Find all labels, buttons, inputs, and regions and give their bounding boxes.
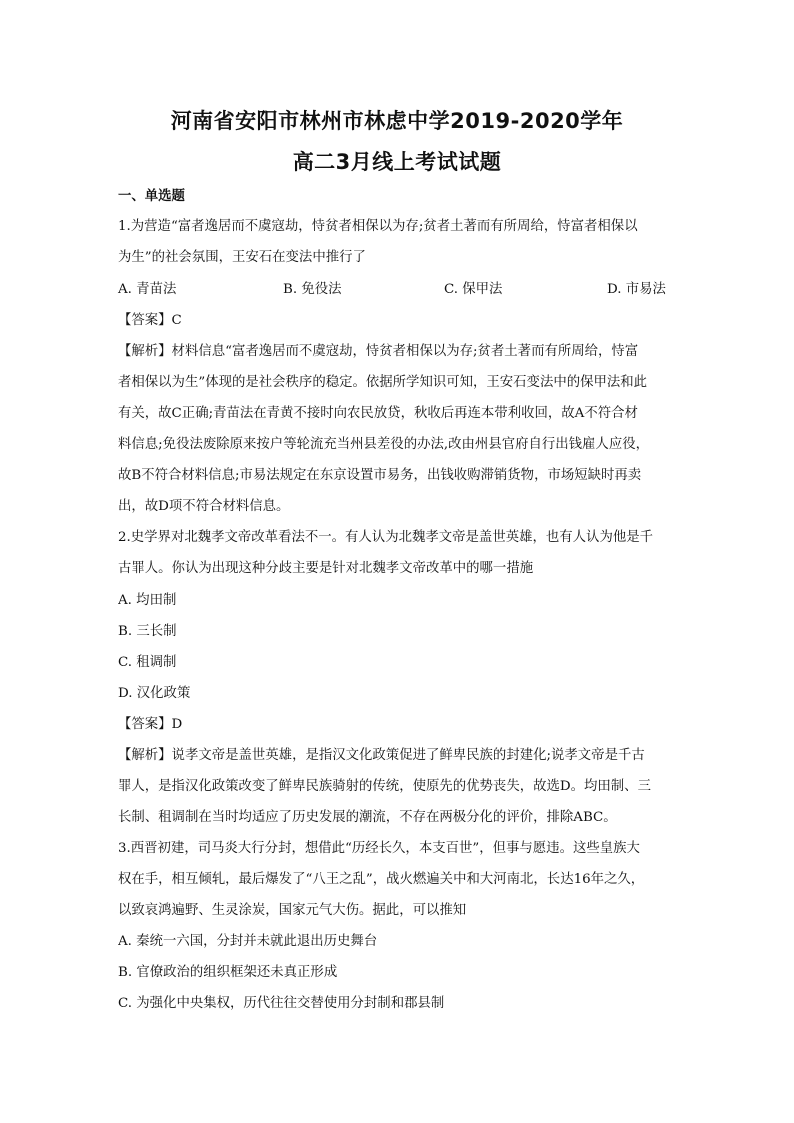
q2-stem-line1: 2.史学界对北魏孝文帝改革看法不一。有人认为北魏孝文帝是盖世英雄，也有人认为他是千 [118,530,654,545]
q1-analysis-line4: 料信息;免役法废除原来按户等轮流充当州县差役的办法,改由州县官府自行出钱雇人应役， [118,437,649,452]
q1-stem-line2: 为生”的社会氛围，王安石在变法中推行了 [118,250,366,265]
document-title-line1: 河南省安阳市林州市林虑中学2019-2020学年 [170,109,624,133]
q1-analysis-line3: 有关，故C正确;青苗法在青黄不接时向农民放贷，秋收后再连本带利收回，故A不符合材 [118,406,638,421]
document-title-line2: 高二3月线上考试试题 [292,150,502,174]
q2-analysis-line2: 罪人，是指汉化政策改变了鲜卑民族骑射的传统，使原先的优势丧失，故选D。均田制、三 [118,779,651,794]
q1-option-c: C. 保甲法 [444,282,503,297]
q2-stem-line2: 古罪人。你认为出现这种分歧主要是针对北魏孝文帝改革中的哪一措施 [118,561,534,576]
q2-option-b: B. 三长制 [118,624,177,639]
q1-option-d: D. 市易法 [607,282,666,297]
q1-option-a: A. 青苗法 [118,282,177,297]
q3-option-b: B. 官僚政治的组织框架还未真正形成 [118,965,338,980]
q3-option-c: C. 为强化中央集权，历代往往交替使用分封制和郡县制 [118,996,445,1011]
q1-analysis-line1: 【解析】材料信息“富者逸居而不虞寇劫，恃贫者相保以为存;贫者土著而有所周给，恃富 [118,344,639,359]
section-heading: 一、单选题 [118,188,185,204]
q3-stem-line1: 3.西晋初建，司马炎大行分封，想借此“历经长久，本支百世”，但事与愿违。这些皇族大 [118,841,640,856]
q2-option-a: A. 均田制 [118,593,177,608]
q1-answer: 【答案】C [118,313,182,328]
q3-stem-line2: 权在手，相互倾轧，最后爆发了“八王之乱”，战火燃遍关中和大河南北，长达16年之久， [118,872,645,887]
q3-option-a: A. 秦统一六国，分封并未就此退出历史舞台 [118,934,378,949]
q3-stem-line3: 以致哀鸿遍野、生灵涂炭，国家元气大伤。据此，可以推知 [118,903,467,918]
q1-analysis-line6: 出，故D项不符合材料信息。 [118,499,290,514]
q2-option-c: C. 租调制 [118,655,177,670]
q2-answer: 【答案】D [118,717,183,732]
q2-analysis-line3: 长制、租调制在当时均适应了历史发展的潮流，不存在两极分化的评价，排除ABC。 [118,810,617,825]
q1-analysis-line2: 者相保以为生”体现的是社会秩序的稳定。依据所学知识可知，王安石变法中的保甲法和此 [118,375,648,390]
q2-analysis-line1: 【解析】说孝文帝是盖世英雄，是指汉文化政策促进了鲜卑民族的封建化;说孝文帝是千古 [118,748,645,763]
q1-analysis-line5: 故B不符合材料信息;市易法规定在东京设置市易务，出钱收购滞销货物，市场短缺时再卖 [118,468,642,483]
q1-stem-line1: 1.为营造“富者逸居而不虞寇劫，恃贫者相保以为存;贫者土著而有所周给，恃富者相保以 [118,219,638,234]
q1-option-b: B. 免役法 [283,282,342,297]
q2-option-d: D. 汉化政策 [118,686,191,701]
